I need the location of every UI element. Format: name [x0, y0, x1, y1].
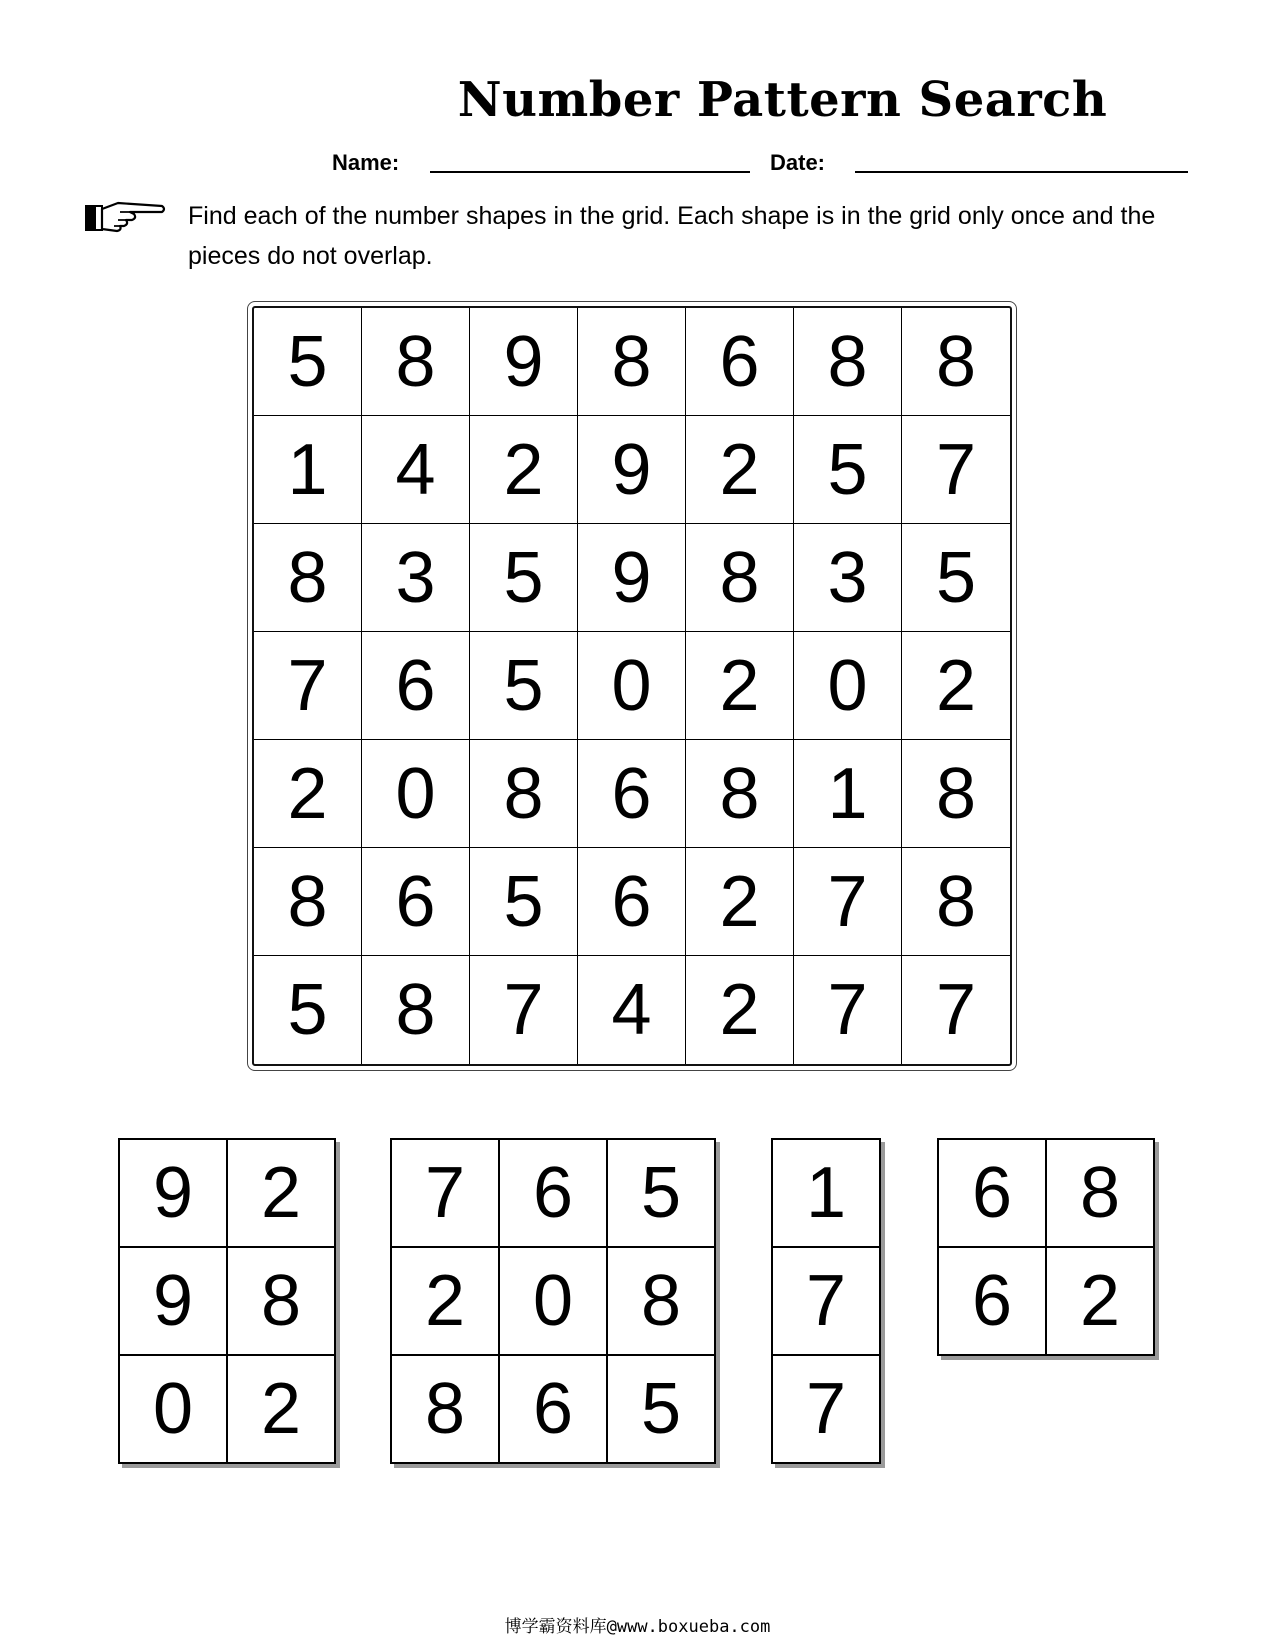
grid-cell: 6	[578, 848, 686, 956]
grid-cell: 8	[794, 308, 902, 416]
date-label: Date:	[770, 150, 826, 175]
piece-cell: 7	[392, 1140, 500, 1248]
grid-cell: 4	[362, 416, 470, 524]
grid-cell: 6	[686, 308, 794, 416]
grid-cell: 7	[794, 848, 902, 956]
grid-cell: 8	[686, 740, 794, 848]
piece-cell: 8	[392, 1356, 500, 1464]
grid-cell: 6	[362, 632, 470, 740]
piece-cell: 1	[773, 1140, 881, 1248]
grid-cell: 9	[578, 524, 686, 632]
grid-cell: 2	[902, 632, 1010, 740]
grid-cell: 1	[794, 740, 902, 848]
grid-cell: 2	[686, 632, 794, 740]
grid-cell: 7	[935, 970, 977, 1050]
worksheet-title: Number Pattern Search	[457, 72, 1108, 128]
piece-cell: 9	[120, 1140, 228, 1248]
grid-cell: 7	[254, 632, 362, 740]
grid-cell: 2	[686, 956, 794, 1064]
number-grid	[252, 306, 1012, 1066]
piece-cell: 2	[228, 1140, 336, 1248]
grid-cell: 5	[254, 956, 362, 1064]
grid-cell: 4	[578, 956, 686, 1064]
grid-cell: 5	[254, 308, 362, 416]
grid-cell: 5	[470, 524, 578, 632]
grid-cell: 2	[686, 416, 794, 524]
grid-cell: 7	[794, 956, 902, 1064]
piece-cell: 8	[1047, 1140, 1155, 1248]
grid-cell: 2	[686, 848, 794, 956]
grid-cell: 9	[470, 308, 578, 416]
grid-cell: 0	[578, 632, 686, 740]
footer-watermark: 博学霸资料库@www.boxueba.com	[504, 1617, 771, 1637]
grid-cell: 3	[794, 524, 902, 632]
grid-cell: 3	[362, 524, 470, 632]
grid-cell: 8	[362, 956, 470, 1064]
grid-cell: 1	[254, 416, 362, 524]
grid-cell: 8	[902, 308, 1010, 416]
piece-cell: 6	[939, 1140, 1047, 1248]
piece-cell: 2	[392, 1248, 500, 1356]
piece-cell: 6	[500, 1140, 608, 1248]
grid-cell: 2	[254, 740, 362, 848]
grid-cell: 8	[362, 308, 470, 416]
grid-cell: 5	[470, 848, 578, 956]
shape-piece-1	[118, 1138, 336, 1464]
grid-cell: 8	[254, 848, 362, 956]
piece-cell: 8	[228, 1248, 336, 1356]
grid-cell: 0	[794, 632, 902, 740]
piece-cell: 2	[228, 1356, 336, 1464]
grid-cell: 5	[794, 416, 902, 524]
shape-piece-2	[390, 1138, 716, 1464]
name-label: Name:	[332, 150, 400, 175]
grid-cell: 7	[470, 956, 578, 1064]
piece-cell: 0	[120, 1356, 228, 1464]
shape-piece-4	[937, 1138, 1155, 1356]
grid-cell: 5	[902, 524, 1010, 632]
piece-cell: 6	[500, 1356, 608, 1464]
piece-cell: 7	[773, 1248, 881, 1356]
grid-cell: 2	[470, 416, 578, 524]
grid-cell: 8	[470, 740, 578, 848]
grid-cell: 6	[578, 740, 686, 848]
date-line	[855, 171, 1188, 173]
piece-cell: 8	[608, 1248, 716, 1356]
grid-cell: 5	[470, 632, 578, 740]
shape-piece-3	[771, 1138, 881, 1464]
grid-cell: 6	[362, 848, 470, 956]
piece-cell: 9	[120, 1248, 228, 1356]
piece-cell: 5	[608, 1140, 716, 1248]
piece-cell: 7	[773, 1356, 881, 1464]
name-line	[430, 171, 750, 173]
piece-cell: 5	[608, 1356, 716, 1464]
grid-cell: 9	[578, 416, 686, 524]
grid-cell: 0	[362, 740, 470, 848]
piece-cell: 2	[1047, 1248, 1155, 1356]
grid-cell: 7	[902, 416, 1010, 524]
piece-cell: 0	[500, 1248, 608, 1356]
grid-cell: 8	[902, 740, 1010, 848]
grid-cell: 8	[578, 308, 686, 416]
piece-cell: 6	[939, 1248, 1047, 1356]
grid-cell: 8	[254, 524, 362, 632]
grid-cell: 8	[686, 524, 794, 632]
pointing-hand-icon	[84, 197, 166, 239]
instructions-text: Find each of the number shapes in the grid. Each shape is in the grid only once and the pieces do not overlap.	[188, 202, 1156, 270]
grid-cell: 8	[902, 848, 1010, 956]
